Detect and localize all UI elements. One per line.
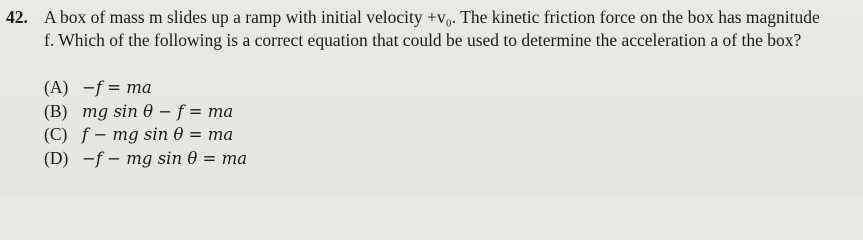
choice-equation: f − mg sin θ = ma [82,125,234,144]
choice-d[interactable] [44,148,247,172]
question-text-line-2: f. Which of the following is a correct equation that could be used to determine the acceleration a of the box? [44,30,802,50]
choice-letter: (A) [44,77,69,97]
question-number: 42. [6,7,28,27]
choice-letter: (B) [44,100,68,121]
answer-choices [44,77,247,171]
choice-letter: (C) [44,124,68,144]
choice-letter: (D) [44,147,69,168]
choice-equation: −f − mg sin θ = ma [82,148,248,168]
choice-a[interactable] [44,77,247,101]
choice-b[interactable] [44,101,247,125]
choice-equation: −f = ma [82,78,152,97]
question-text-line-1: A box of mass m slides up a ramp with initial velocity +v₀. The kinetic friction force on the box has magnitude [44,7,820,27]
choice-c[interactable] [44,124,247,148]
choice-equation: mg sin θ − f = ma [82,101,234,121]
question-block [6,6,861,52]
